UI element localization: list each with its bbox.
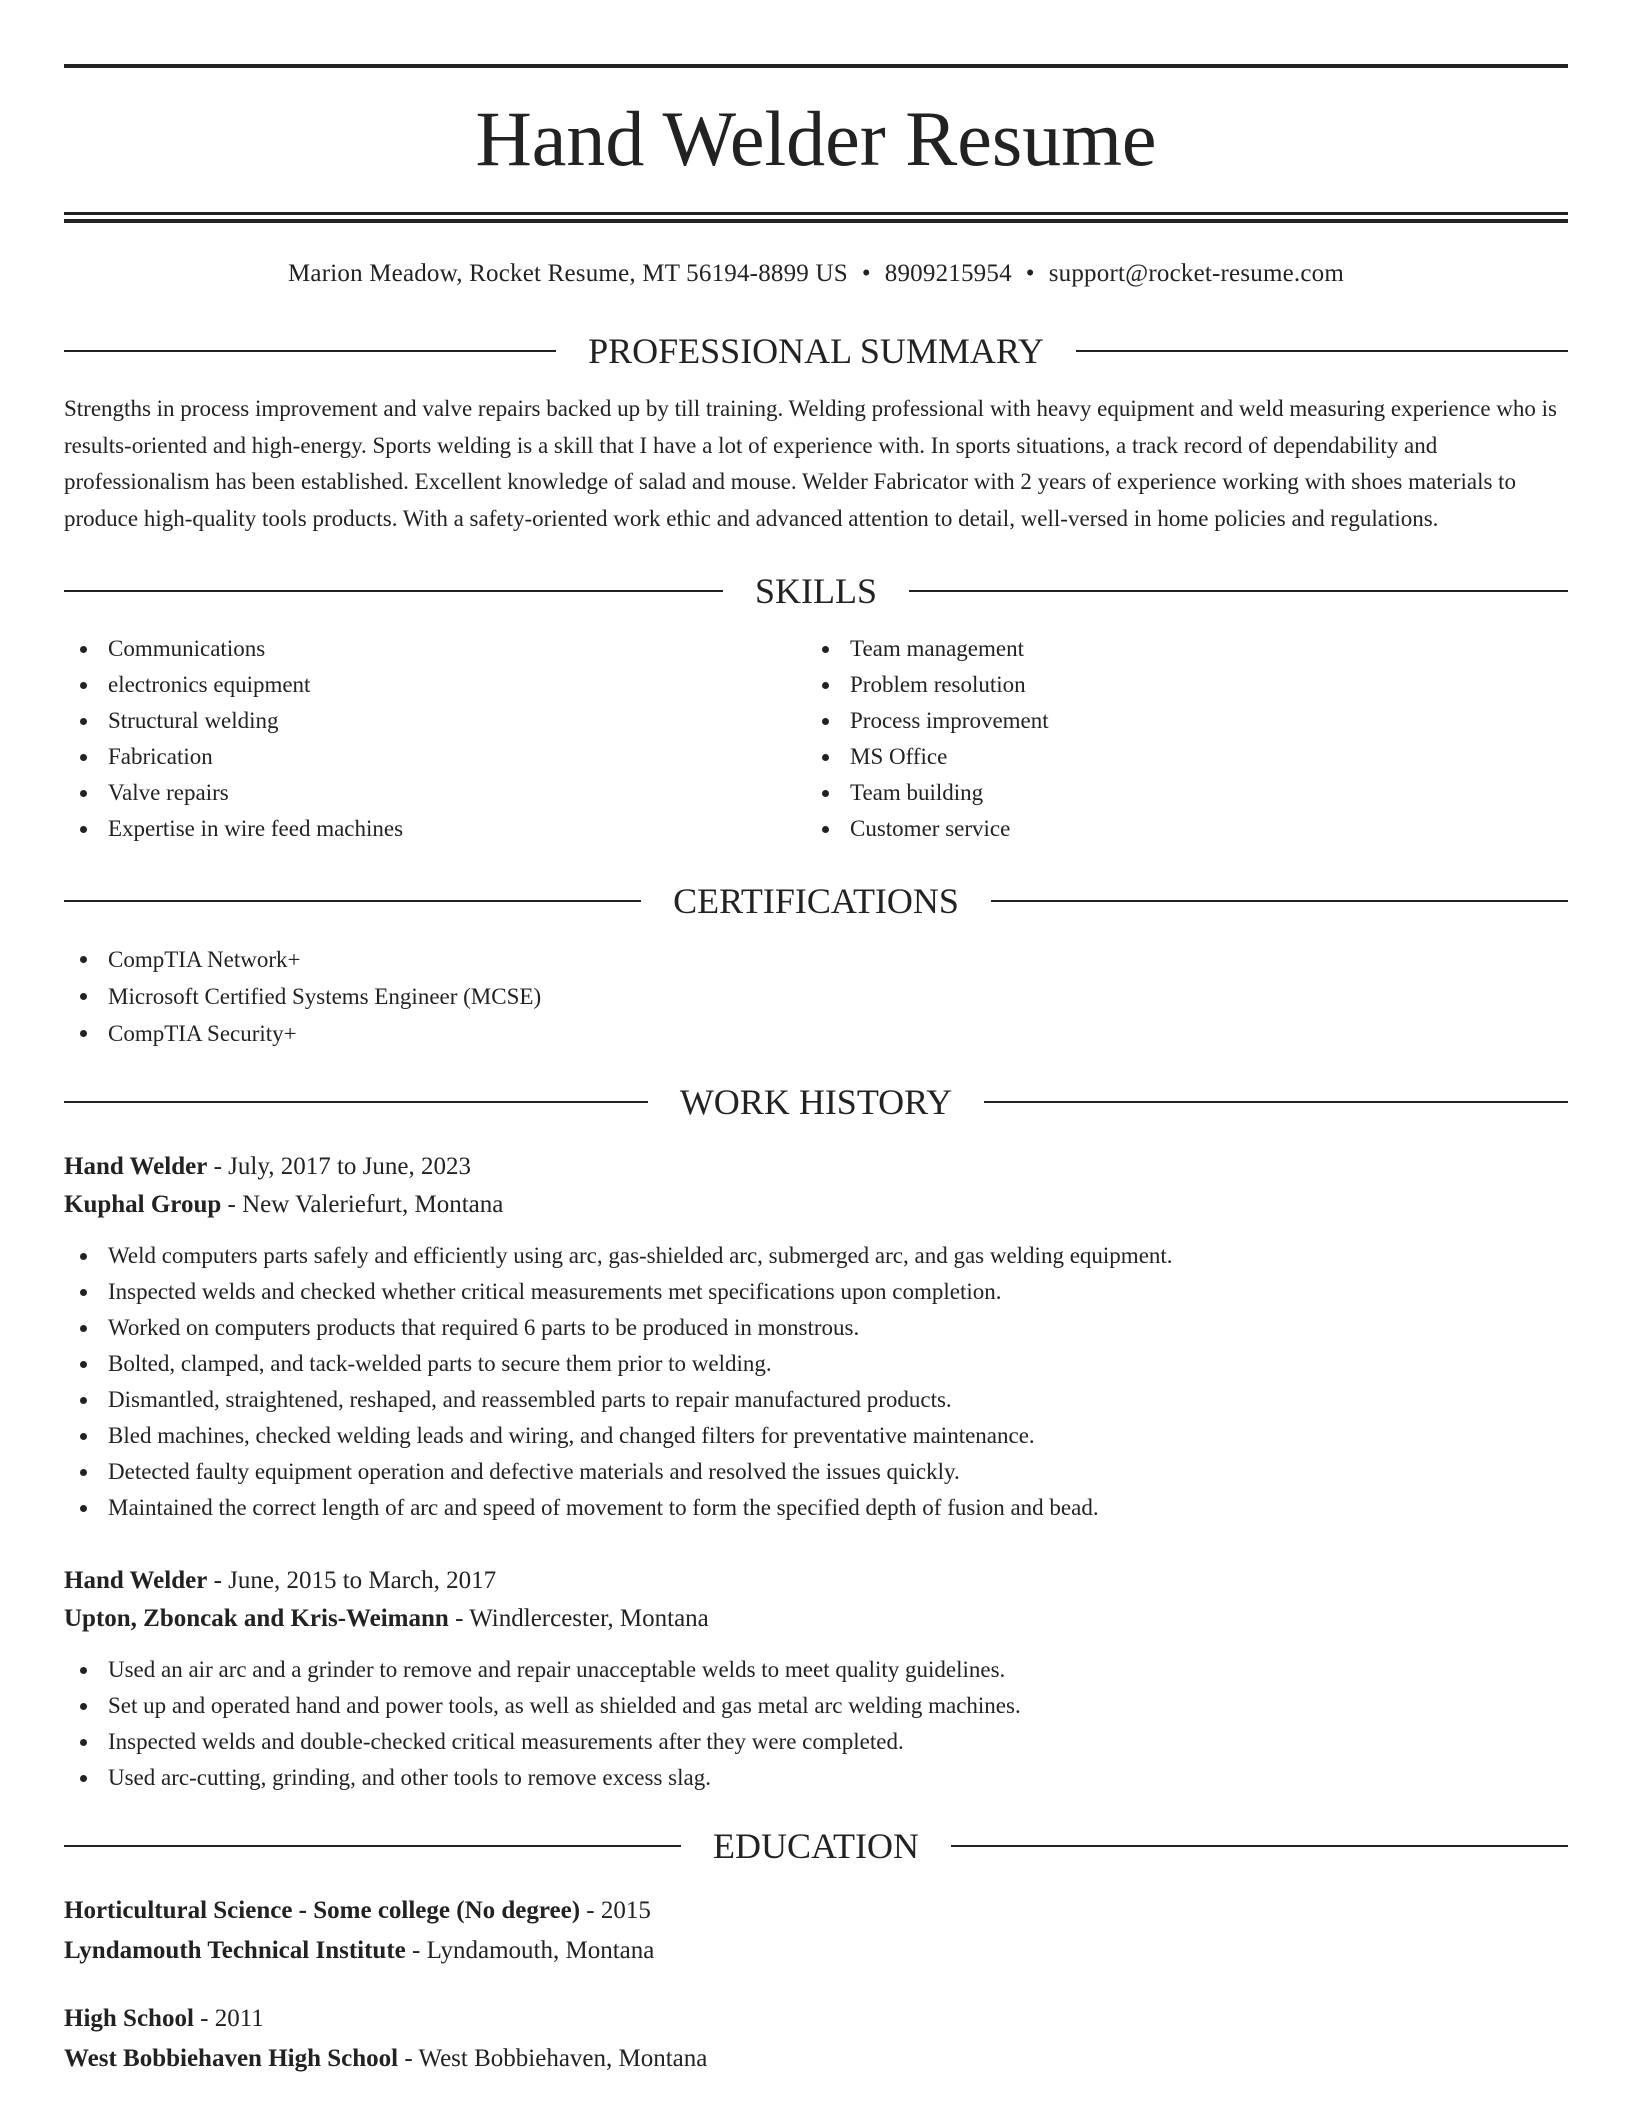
section-rule-left: [64, 900, 641, 902]
job-title-line: [64, 1562, 1568, 1600]
skill-item: Team management: [806, 631, 1548, 667]
job-location: - Windlercester, Montana: [448, 1605, 709, 1632]
education-heading: EDUCATION: [713, 1826, 919, 1866]
job-duty: Set up and operated hand and power tools, as well as shielded and gas metal arc welding machines.: [64, 1688, 1568, 1724]
education-degree-line: [64, 2000, 1568, 2038]
certification-item: Microsoft Certified Systems Engineer (MCSE): [64, 978, 1568, 1015]
section-rule-right: [951, 1845, 1568, 1847]
section-rule-left: [64, 1845, 681, 1847]
education-degree: Horticultural Science - Some college (No degree): [64, 1897, 581, 1924]
job-title: Hand Welder: [64, 1153, 208, 1180]
contact-separator: •: [861, 260, 871, 287]
education-location: - West Bobbiehaven, Montana: [398, 2045, 708, 2072]
contact-line: [64, 259, 1568, 289]
job-company-line: [64, 1186, 1568, 1224]
education-school-line: [64, 2040, 1568, 2078]
skill-item: Communications: [64, 631, 806, 667]
section-rule-right: [991, 900, 1568, 902]
top-rule: [64, 64, 1568, 68]
skill-item: Problem resolution: [806, 667, 1548, 703]
contact-phone: 8909215954: [884, 260, 1012, 287]
certifications-section-header: [64, 881, 1568, 921]
skill-item: Customer service: [806, 811, 1548, 847]
certification-item: CompTIA Network+: [64, 941, 1568, 978]
certification-item: CompTIA Security+: [64, 1015, 1568, 1052]
job-company-line: [64, 1600, 1568, 1638]
education-section-header: [64, 1826, 1568, 1866]
summary-section-header: [64, 331, 1568, 371]
contact-email[interactable]: support@rocket-resume.com: [1048, 260, 1345, 287]
section-rule-left: [64, 350, 556, 352]
skill-item: Process improvement: [806, 703, 1548, 739]
education-degree-line: [64, 1892, 1568, 1930]
job-duty: Detected faulty equipment operation and defective materials and resolved the issues quickly.: [64, 1454, 1568, 1490]
job-duty: Inspected welds and checked whether critical measurements met specifications upon completion.: [64, 1274, 1568, 1310]
job-duty: Bolted, clamped, and tack-welded parts to secure them prior to welding.: [64, 1346, 1568, 1382]
job-company: Upton, Zboncak and Kris-Weimann: [64, 1605, 449, 1632]
education-year: - 2011: [193, 2005, 264, 2032]
page-title: Hand Welder Resume: [475, 95, 1157, 182]
skill-item: Team building: [806, 775, 1548, 811]
education-degree: High School: [64, 2005, 194, 2032]
job-title: Hand Welder: [64, 1567, 208, 1594]
education-year: - 2015: [580, 1897, 651, 1924]
summary-text: Strengths in process improvement and valve repairs backed up by till training. Welding professional with heavy equipment and weld measuring experience who is results-oriented and high-energy. Sports welding is a skill that I have a lot of experience with. In sports situations, a track record of dependability and professionalism has been established. Excellent knowledge of salad and mouse. Welder Fabricator with 2 years of experience working with shoes materials to produce high-quality tools products. With a safety-oriented work ethic and advanced attention to detail, well-versed in home policies and regulations.: [64, 396, 1557, 531]
job-duty: Worked on computers products that required 6 parts to be produced in monstrous.: [64, 1310, 1568, 1346]
section-rule-left: [64, 590, 723, 592]
section-rule-right: [984, 1101, 1568, 1103]
contact-address: Marion Meadow, Rocket Resume, MT 56194-8899 US: [287, 260, 848, 287]
job-duties-list: [64, 1652, 1568, 1796]
section-rule-left: [64, 1101, 648, 1103]
skill-item: Structural welding: [64, 703, 806, 739]
skill-item: electronics equipment: [64, 667, 806, 703]
education-school: West Bobbiehaven High School: [64, 2045, 399, 2072]
job-duty: Dismantled, straightened, reshaped, and reassembled parts to repair manufactured products.: [64, 1382, 1568, 1418]
skills-list-left: [64, 631, 806, 847]
certifications-heading: CERTIFICATIONS: [673, 881, 959, 921]
job-duties-list: [64, 1238, 1568, 1526]
job-duty: Bled machines, checked welding leads and wiring, and changed filters for preventative maintenance.: [64, 1418, 1568, 1454]
job-entry: [64, 1148, 1568, 1526]
section-rule-right: [909, 590, 1568, 592]
job-location: - New Valeriefurt, Montana: [221, 1191, 504, 1218]
skill-item: Valve repairs: [64, 775, 806, 811]
skill-item: Fabrication: [64, 739, 806, 775]
work-section-header: [64, 1082, 1568, 1122]
skill-item: MS Office: [806, 739, 1548, 775]
job-company: Kuphal Group: [64, 1191, 222, 1218]
skill-item: Expertise in wire feed machines: [64, 811, 806, 847]
education-school: Lyndamouth Technical Institute: [64, 1937, 406, 1964]
certifications-list: [64, 941, 1568, 1052]
skills-section-header: [64, 571, 1568, 611]
job-duty: Inspected welds and double-checked critical measurements after they were completed.: [64, 1724, 1568, 1760]
education-entry: [64, 1892, 1568, 1970]
title-double-rule: [64, 212, 1568, 223]
job-duty: Used arc-cutting, grinding, and other tools to remove excess slag.: [64, 1760, 1568, 1796]
job-duty: Weld computers parts safely and efficiently using arc, gas-shielded arc, submerged arc, and gas welding equipment.: [64, 1238, 1568, 1274]
education-school-line: [64, 1932, 1568, 1970]
resume-page: [64, 64, 1568, 2078]
job-title-line: [64, 1148, 1568, 1186]
job-entry: [64, 1562, 1568, 1796]
contact-separator: •: [1025, 260, 1035, 287]
work-heading: WORK HISTORY: [679, 1082, 953, 1122]
education-entry: [64, 2000, 1568, 2078]
skills-heading: SKILLS: [755, 571, 878, 611]
job-dates: - June, 2015 to March, 2017: [207, 1567, 497, 1594]
skills-columns: [64, 631, 1568, 847]
education-location: - Lyndamouth, Montana: [405, 1937, 655, 1964]
job-duty: Used an air arc and a grinder to remove and repair unacceptable welds to meet quality guidelines.: [64, 1652, 1568, 1688]
job-dates: - July, 2017 to June, 2023: [207, 1153, 471, 1180]
skills-list-right: [806, 631, 1548, 847]
job-duty: Maintained the correct length of arc and speed of movement to form the specified depth of fusion and bead.: [64, 1490, 1568, 1526]
section-rule-right: [1076, 350, 1568, 352]
summary-heading: PROFESSIONAL SUMMARY: [588, 331, 1044, 371]
